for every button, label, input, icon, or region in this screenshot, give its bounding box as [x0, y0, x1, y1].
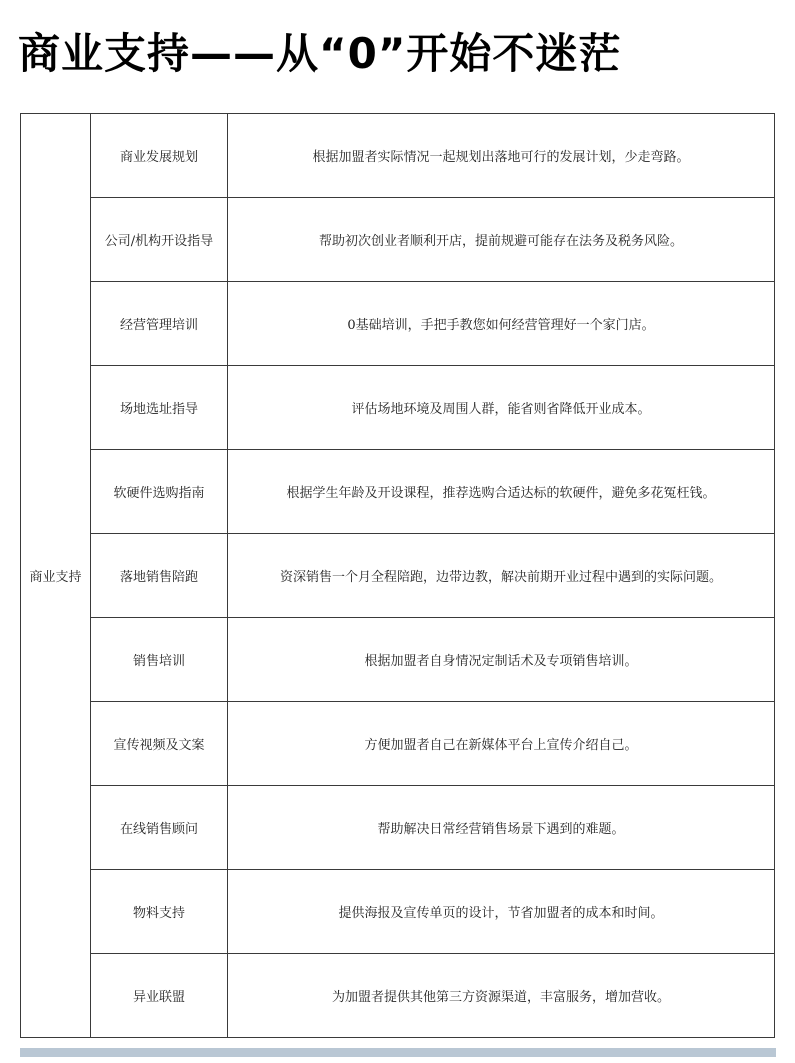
table-row [21, 618, 775, 702]
table-row [21, 786, 775, 870]
table-row [21, 870, 775, 954]
table-row [21, 450, 775, 534]
bottom-divider-bar [20, 1048, 776, 1057]
support-table [20, 113, 775, 1038]
description-cell: 提供海报及宣传单页的设计，节省加盟者的成本和时间。 [228, 870, 775, 954]
item-cell: 销售培训 [91, 618, 228, 702]
item-cell: 软硬件选购指南 [91, 450, 228, 534]
page-title: 商业支持——从“0”开始不迷茫 [18, 29, 622, 78]
description-cell: 帮助初次创业者顺利开店，提前规避可能存在法务及税务风险。 [228, 198, 775, 282]
item-cell: 经营管理培训 [91, 282, 228, 366]
item-cell: 落地销售陪跑 [91, 534, 228, 618]
table-row [21, 534, 775, 618]
description-cell: 为加盟者提供其他第三方资源渠道，丰富服务，增加营收。 [228, 954, 775, 1038]
table-row [21, 198, 775, 282]
item-cell: 公司/机构开设指导 [91, 198, 228, 282]
description-cell: 0基础培训，手把手教您如何经营管理好一个家门店。 [228, 282, 775, 366]
table-row [21, 954, 775, 1038]
description-cell: 根据加盟者自身情况定制话术及专项销售培训。 [228, 618, 775, 702]
description-cell: 帮助解决日常经营销售场景下遇到的难题。 [228, 786, 775, 870]
item-cell: 场地选址指导 [91, 366, 228, 450]
category-cell: 商业支持 [21, 114, 91, 1038]
item-cell: 商业发展规划 [91, 114, 228, 198]
description-cell: 资深销售一个月全程陪跑，边带边教，解决前期开业过程中遇到的实际问题。 [228, 534, 775, 618]
table-row [21, 366, 775, 450]
item-cell: 异业联盟 [91, 954, 228, 1038]
item-cell: 物料支持 [91, 870, 228, 954]
description-cell: 方便加盟者自己在新媒体平台上宣传介绍自己。 [228, 702, 775, 786]
table-row [21, 702, 775, 786]
description-cell: 评估场地环境及周围人群，能省则省降低开业成本。 [228, 366, 775, 450]
table-row [21, 114, 775, 198]
item-cell: 宣传视频及文案 [91, 702, 228, 786]
table-row [21, 282, 775, 366]
description-cell: 根据加盟者实际情况一起规划出落地可行的发展计划，少走弯路。 [228, 114, 775, 198]
item-cell: 在线销售顾问 [91, 786, 228, 870]
description-cell: 根据学生年龄及开设课程，推荐选购合适达标的软硬件，避免多花冤枉钱。 [228, 450, 775, 534]
